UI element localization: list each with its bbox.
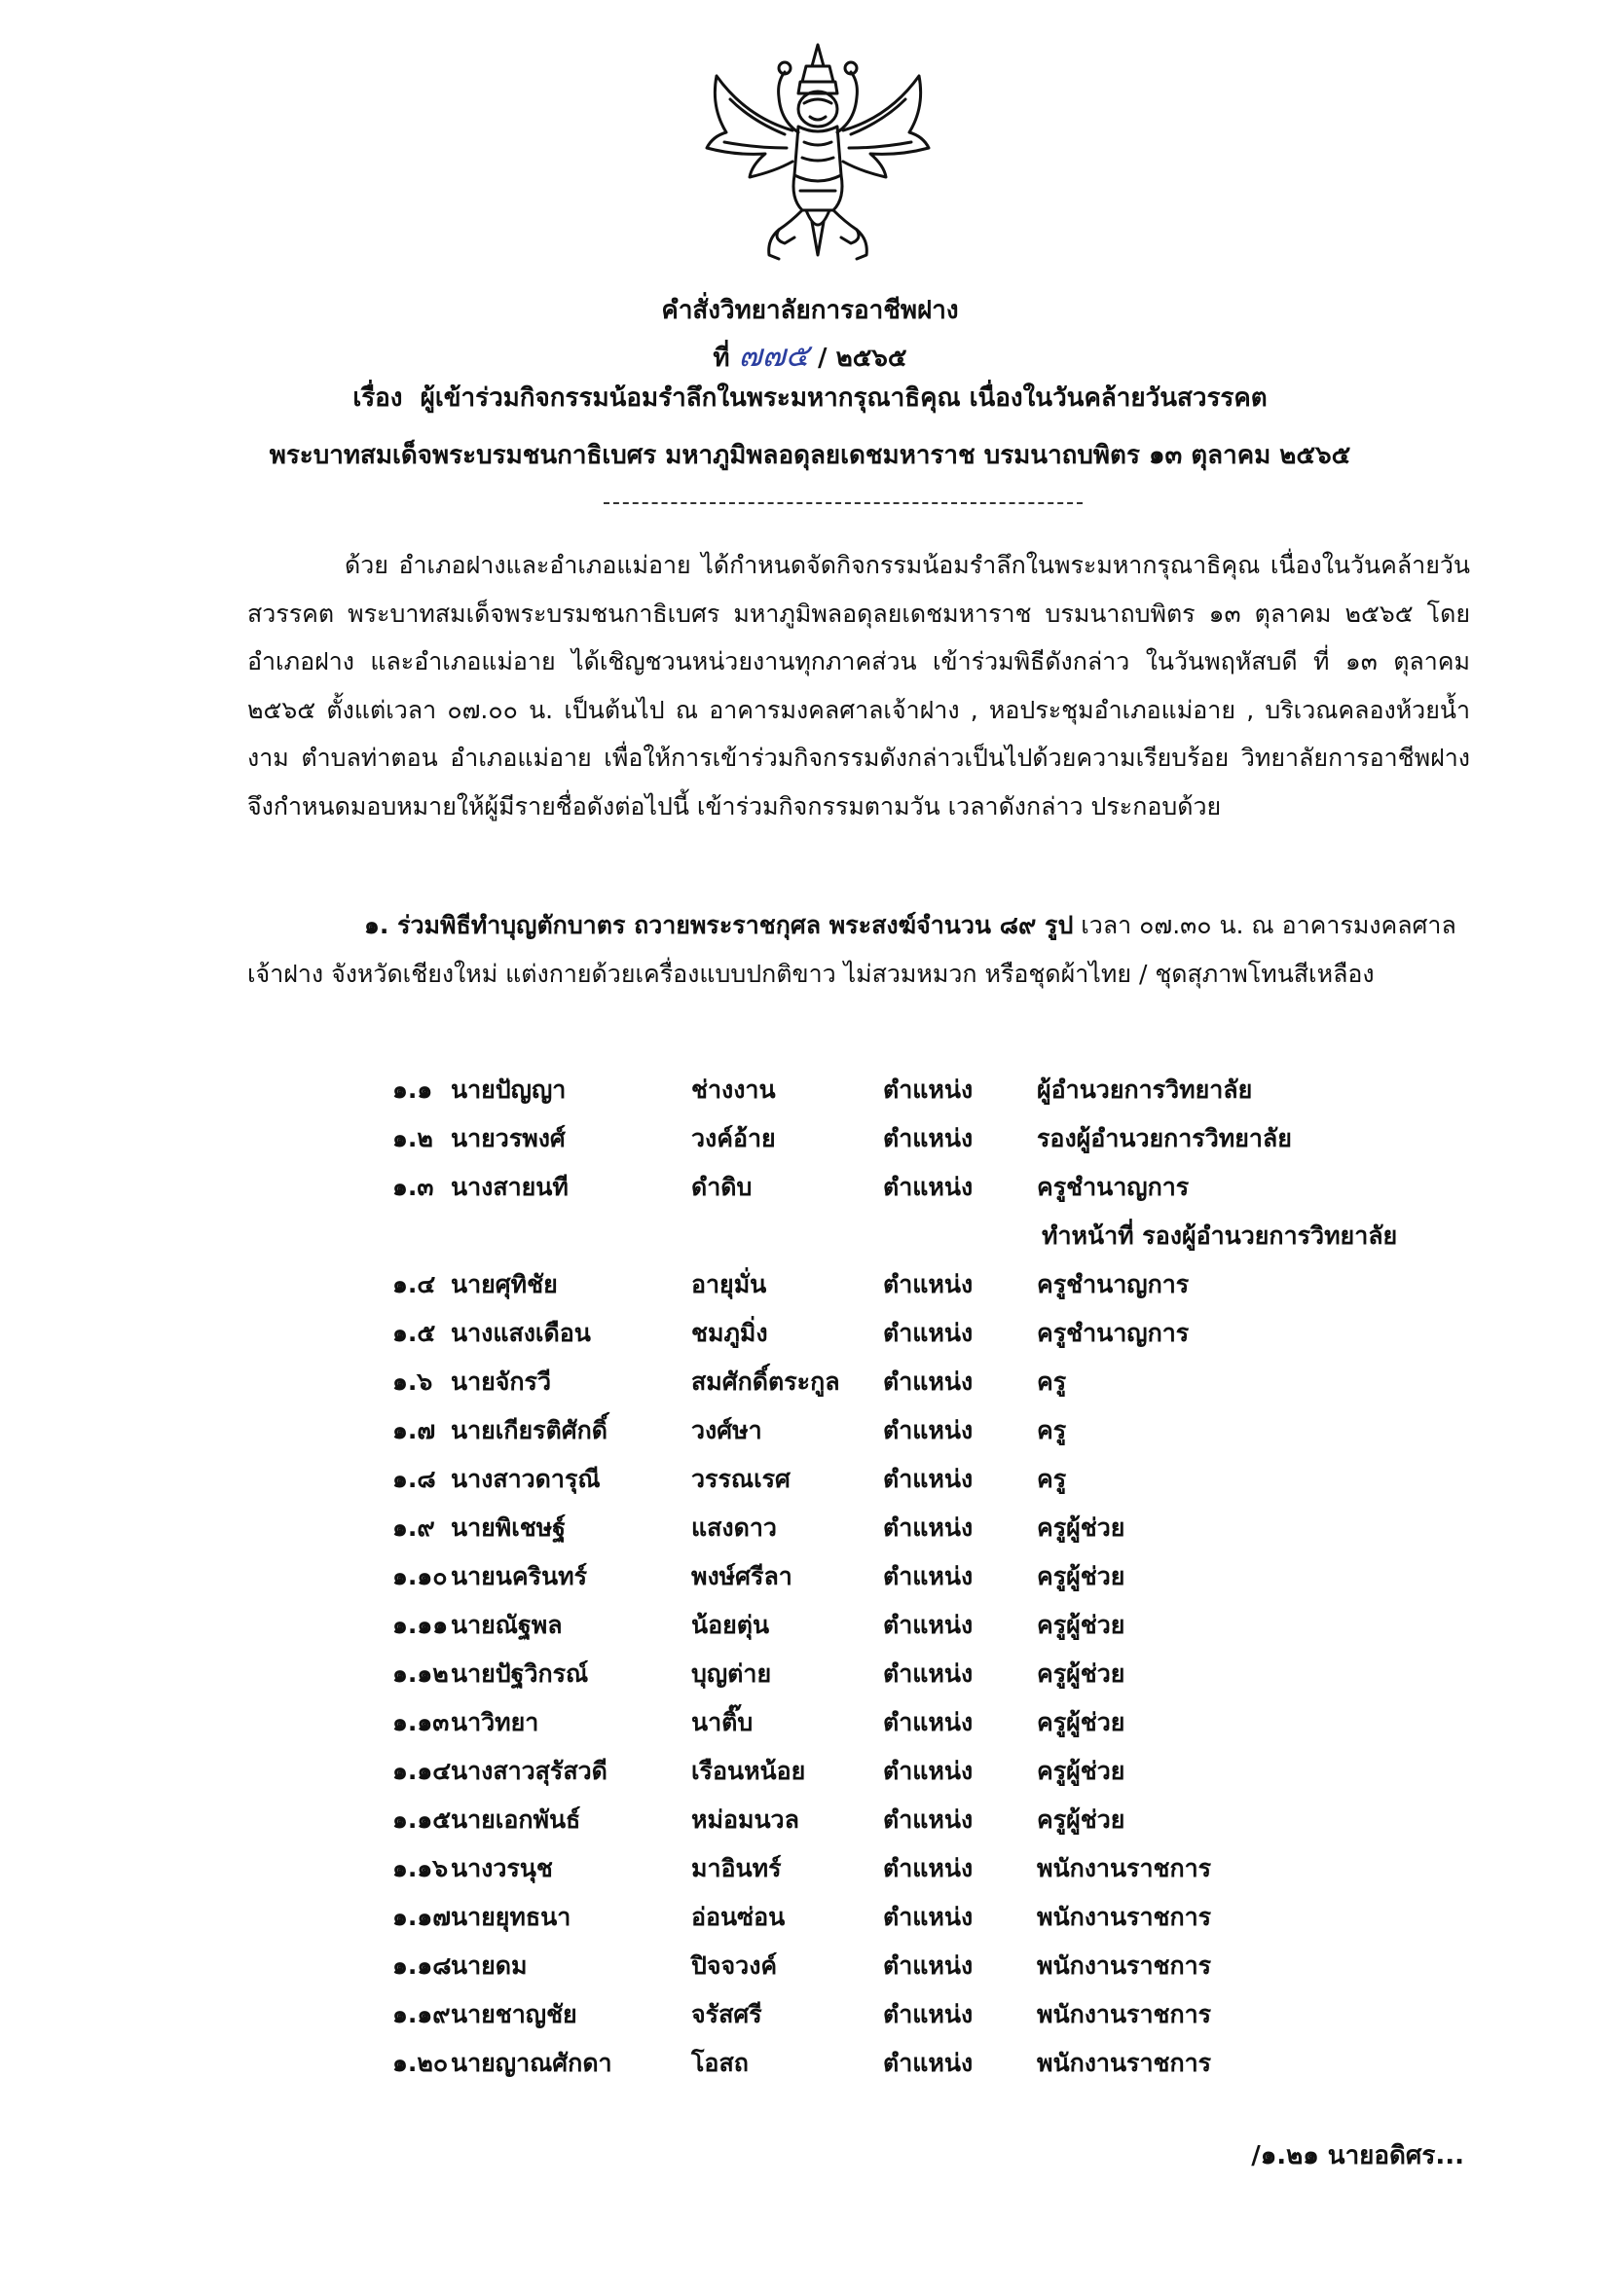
position-label: ตำแหน่ง (883, 1270, 974, 1298)
surname: วรรณเรศ (691, 1465, 791, 1493)
position-label: ตำแหน่ง (883, 2000, 974, 2028)
subject-line-1 (0, 378, 1620, 418)
first-name: นางสาวดารุณี (451, 1465, 601, 1493)
item-1-details: เวลา ๐๗.๓๐ น. ณ อาคารมงคลศาลเจ้าฝาง จังหวัดเชียงใหม่ แต่งกายด้วยเครื่องแบบปกติขาว ไม่สวมหมวก หรือชุดผ้าไทย / ชุดสุภาพโทนสีเหลือง (247, 911, 1456, 988)
position: ครู (1037, 1465, 1067, 1493)
first-name: นายวรพงศ์ (451, 1124, 566, 1152)
row-number: ๑.๓ (392, 1173, 434, 1201)
position: ครู (1037, 1367, 1067, 1396)
roster-row (392, 1698, 1512, 1747)
position: ครูผู้ช่วย (1037, 1659, 1125, 1688)
first-name: นายจักรวี (451, 1367, 552, 1396)
first-name: นางแสงเดือน (451, 1319, 591, 1347)
position-label: ตำแหน่ง (883, 1465, 974, 1493)
roster-row (392, 1309, 1512, 1358)
position: พนักงานราชการ (1037, 1903, 1212, 1931)
attendee-roster (392, 1066, 1512, 2088)
row-number: ๑.๑๙ (392, 2000, 451, 2028)
first-name: นายชาญชัย (451, 2000, 577, 2028)
first-name: นายดม (451, 1951, 528, 1980)
subject-line-2: พระบาทสมเด็จพระบรมชนกาธิเบศร มหาภูมิพลอดุลยเดชมหาราช บรมนาถบพิตร ๑๓ ตุลาคม ๒๕๖๕ (269, 441, 1351, 470)
order-prefix: ที่ (713, 344, 730, 373)
row-number: ๑.๒ (392, 1124, 433, 1152)
acting-position: ทำหน้าที่ รองผู้อำนวยการวิทยาลัย (1042, 1221, 1398, 1250)
roster-row (392, 1893, 1512, 1942)
surname: บุญต่าย (691, 1659, 772, 1688)
row-number: ๑.๔ (392, 1270, 436, 1298)
roster-row-continuation (392, 1212, 1512, 1260)
surname: ช่างงาน (691, 1075, 776, 1104)
order-year: / ๒๕๖๕ (818, 344, 907, 373)
surname: จรัสศรี (691, 2000, 762, 2028)
position-label: ตำแหน่ง (883, 1319, 974, 1347)
surname: วงศ์ษา (691, 1416, 762, 1444)
roster-row (392, 1358, 1512, 1406)
roster-row (392, 1114, 1512, 1163)
position: พนักงานราชการ (1037, 1951, 1212, 1980)
surname: โอสถ (691, 2049, 749, 2077)
roster-row (392, 1942, 1512, 1990)
first-name: นายนครินทร์ (451, 1562, 588, 1590)
position: ครูผู้ช่วย (1037, 1562, 1125, 1590)
subject-label: เรื่อง (352, 383, 403, 413)
row-number: ๑.๑๕ (392, 1805, 452, 1834)
next-page-marker: /๑.๒๑ นายอดิศร... (1251, 2141, 1464, 2170)
surname: ชมภูมิ่ง (691, 1319, 768, 1347)
surname: เรือนหน้อย (691, 1757, 806, 1785)
position: ครูชำนาญการ (1037, 1173, 1190, 1201)
position-label: ตำแหน่ง (883, 1659, 974, 1688)
position: ครูผู้ช่วย (1037, 1611, 1125, 1639)
position-label: ตำแหน่ง (883, 1416, 974, 1444)
position-label: ตำแหน่ง (883, 1075, 974, 1104)
handwritten-order-number: ๗๗๕ (738, 337, 809, 374)
subject-text-1: ผู้เข้าร่วมกิจกรรมน้อมรำลึกในพระมหากรุณาธิคุณ เนื่องในวันคล้ายวันสวรรคต (420, 383, 1268, 413)
first-name: นางสาวสุรัสวดี (451, 1757, 608, 1785)
first-name: นายปัฐวิกรณ์ (451, 1659, 589, 1688)
roster-row (392, 1066, 1512, 1114)
roster-row (392, 2039, 1512, 2088)
roster-row (392, 1796, 1512, 1844)
row-number: ๑.๑๗ (392, 1903, 452, 1931)
position-label: ตำแหน่ง (883, 1513, 974, 1542)
position: ครูผู้ช่วย (1037, 1757, 1125, 1785)
roster-row (392, 1844, 1512, 1893)
item-1-paragraph (247, 901, 1470, 999)
position-label: ตำแหน่ง (883, 1951, 974, 1980)
first-name: นายณัฐพล (451, 1611, 563, 1639)
surname: อายุมั่น (691, 1270, 767, 1298)
position-label: ตำแหน่ง (883, 1173, 974, 1201)
surname: หม่อมนวล (691, 1805, 799, 1834)
row-number: ๑.๑๑ (392, 1611, 449, 1639)
roster-row (392, 1990, 1512, 2039)
row-number: ๑.๑๓ (392, 1708, 450, 1736)
position: ผู้อำนวยการวิทยาลัย (1037, 1075, 1253, 1104)
position: ครูผู้ช่วย (1037, 1513, 1125, 1542)
position: ครูผู้ช่วย (1037, 1708, 1125, 1736)
surname: วงค์อ้าย (691, 1124, 776, 1152)
roster-row (392, 1747, 1512, 1796)
position: ครูผู้ช่วย (1037, 1805, 1125, 1834)
first-name: นายปัญญา (451, 1075, 567, 1104)
position-label: ตำแหน่ง (883, 1708, 974, 1736)
garuda-emblem (697, 39, 939, 268)
position-label: ตำแหน่ง (883, 1611, 974, 1639)
item-1-heading: ๑. ร่วมพิธีทำบุญตักบาตร ถวายพระราชกุศล พระสงฆ์จำนวน ๘๙ รูป (364, 911, 1074, 939)
first-name: นาวิทยา (451, 1708, 539, 1736)
surname: มาอินทร์ (691, 1854, 782, 1882)
position-label: ตำแหน่ง (883, 1805, 974, 1834)
position: พนักงานราชการ (1037, 1854, 1212, 1882)
roster-row (392, 1163, 1512, 1212)
first-name: นายศุทิชัย (451, 1270, 558, 1298)
position: ครู (1037, 1416, 1067, 1444)
position: พนักงานราชการ (1037, 2000, 1212, 2028)
row-number: ๑.๕ (392, 1319, 436, 1347)
row-number: ๑.๑๖ (392, 1854, 449, 1882)
surname: พงษ์ศรีลา (691, 1562, 792, 1590)
first-name: นายพิเชษฐ์ (451, 1513, 567, 1542)
row-number: ๑.๑ (392, 1075, 433, 1104)
position-label: ตำแหน่ง (883, 1367, 974, 1396)
roster-row (392, 1650, 1512, 1698)
position: พนักงานราชการ (1037, 2049, 1212, 2077)
surname: นาติ๊บ (691, 1708, 754, 1736)
roster-row (392, 1260, 1512, 1309)
first-name: นายญาณศักดา (451, 2049, 612, 2077)
issuer-title: คำสั่งวิทยาลัยการอาชีพฝาง (661, 296, 959, 325)
surname: อ่อนซ่อน (691, 1903, 786, 1931)
body-paragraph-text: ด้วย อำเภอฝางและอำเภอแม่อาย ได้กำหนดจัดกิจกรรมน้อมรำลึกในพระมหากรุณาธิคุณ เนื่องในวันคล้ายวันสวรรคต พระบาทสมเด็จพระบรมชนกาธิเบศร มหาภูมิพลอดุลยเดชมหาราช บรมนาถบพิตร ๑๓ ตุลาคม ๒๕๖๕ โดยอำเภอฝาง และอำเภอแม่อาย ได้เชิญชวนหน่วยงานทุกภาคส่วน เข้าร่วมพิธีดังกล่าว ในวันพฤหัสบดี ที่ ๑๓ ตุลาคม ๒๕๖๕ ตั้งแต่เวลา ๐๗.๐๐ น. เป็นต้นไป ณ อาคารมงคลศาลเจ้าฝาง , หอประชุมอำเภอแม่อาย , บริเวณคลองห้วยน้ำงาม ตำบลท่าตอน อำเภอแม่อาย เพื่อให้การเข้าร่วมกิจกรรมดังกล่าวเป็นไปด้วยความเรียบร้อย วิทยาลัยการอาชีพฝาง จึงกำหนดมอบหมายให้ผู้มีรายชื่อดังต่อไปนี้ เข้าร่วมกิจกรรมตามวัน เวลาดังกล่าว ประกอบด้วย (247, 551, 1470, 820)
row-number: ๑.๖ (392, 1367, 433, 1396)
roster-row (392, 1455, 1512, 1504)
roster-row (392, 1504, 1512, 1552)
surname: สมศักดิ์ตระกูล (691, 1367, 840, 1396)
row-number: ๑.๑๐ (392, 1562, 448, 1590)
position-label: ตำแหน่ง (883, 1903, 974, 1931)
position-label: ตำแหน่ง (883, 1757, 974, 1785)
position: ครูชำนาญการ (1037, 1319, 1190, 1347)
first-name: นายยุทธนา (451, 1903, 571, 1931)
row-number: ๑.๑๔ (392, 1757, 452, 1785)
surname: แสงดาว (691, 1513, 777, 1542)
row-number: ๑.๒๐ (392, 2049, 449, 2077)
first-name: นางวรนุช (451, 1854, 553, 1882)
body-paragraph (247, 541, 1470, 830)
surname: ดำดิบ (691, 1173, 753, 1201)
position: ครูชำนาญการ (1037, 1270, 1190, 1298)
position-label: ตำแหน่ง (883, 1854, 974, 1882)
position-label: ตำแหน่ง (883, 1562, 974, 1590)
roster-row (392, 1552, 1512, 1601)
surname: น้อยตุ่น (691, 1611, 770, 1639)
first-name: นายเอกพันธ์ (451, 1805, 581, 1834)
row-number: ๑.๗ (392, 1416, 436, 1444)
position-label: ตำแหน่ง (883, 1124, 974, 1152)
position: รองผู้อำนวยการวิทยาลัย (1037, 1124, 1292, 1152)
order-number (0, 331, 1620, 381)
row-number: ๑.๑๒ (392, 1659, 449, 1688)
row-number: ๑.๑๘ (392, 1951, 452, 1980)
first-name: นายเกียรติศักดิ์ (451, 1416, 608, 1444)
dashed-divider (604, 502, 1083, 504)
surname: ปิจจวงค์ (691, 1951, 778, 1980)
first-name: นางสายนที (451, 1173, 569, 1201)
row-number: ๑.๘ (392, 1465, 436, 1493)
row-number: ๑.๙ (392, 1513, 435, 1542)
roster-row (392, 1406, 1512, 1455)
roster-row (392, 1601, 1512, 1650)
position-label: ตำแหน่ง (883, 2049, 974, 2077)
